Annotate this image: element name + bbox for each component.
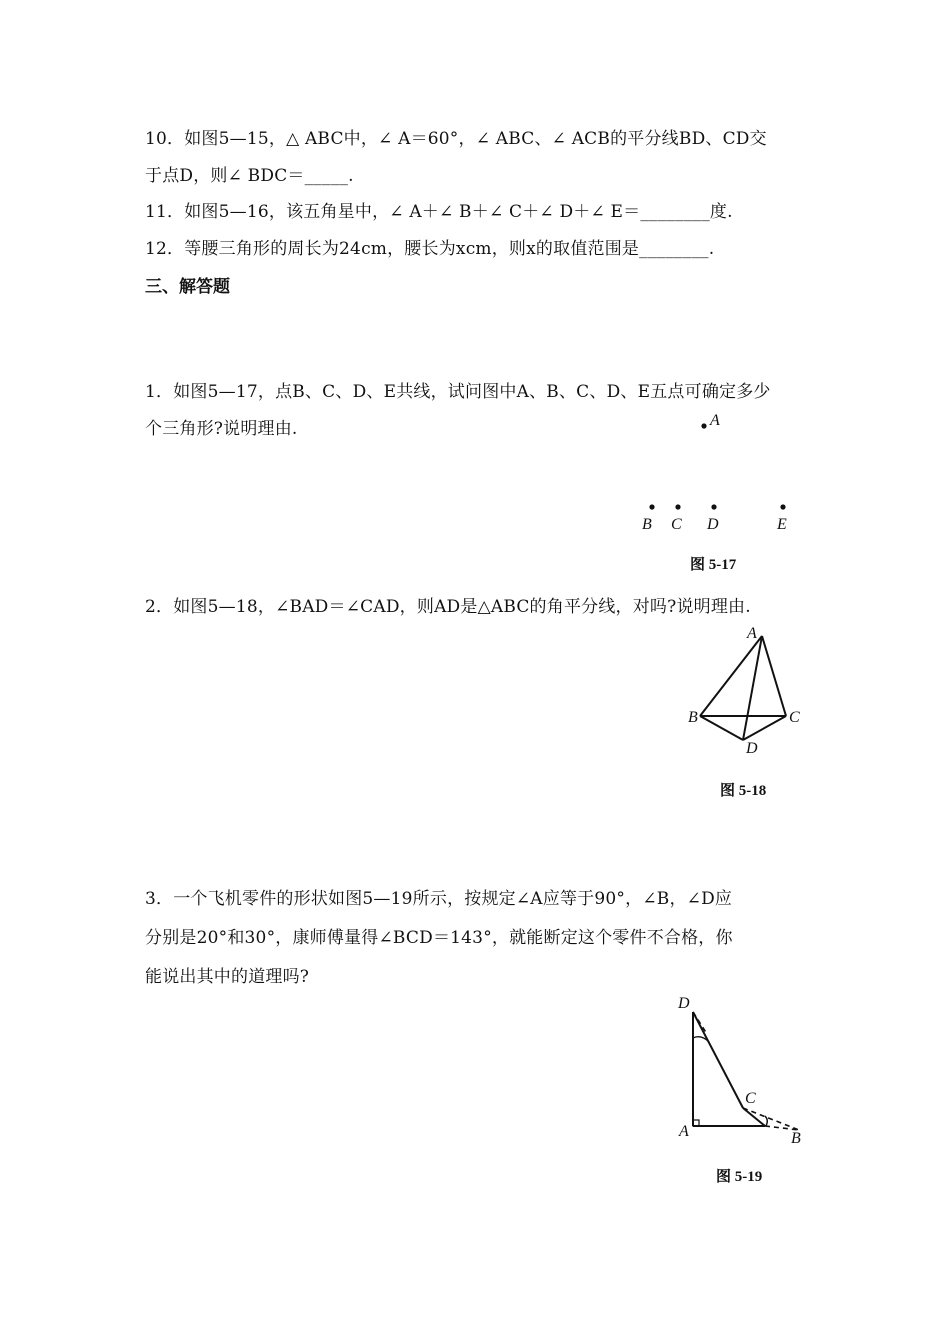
figure-5-19	[675, 990, 815, 1150]
problem-3-line-2: 分别是20°和30°，康师傅量得∠BCD＝143°，就能断定这个零件不合格，你	[145, 928, 733, 948]
label-b: B	[688, 709, 698, 726]
point-d	[711, 504, 716, 509]
figure-5-19-caption: 图 5-19	[716, 1169, 763, 1185]
label-a: A	[679, 1123, 689, 1140]
question-12: 12．等腰三角形的周长为24cm，腰长为xcm，则x的取值范围是________.	[145, 239, 715, 259]
label-d: D	[678, 995, 690, 1012]
point-c	[675, 504, 680, 509]
label-a: A	[747, 625, 757, 642]
label-d: D	[707, 516, 719, 533]
segment-cb	[743, 1108, 765, 1126]
label-a: A	[710, 412, 720, 429]
section-title: 三、解答题	[145, 277, 230, 297]
angle-b-arc	[765, 1116, 767, 1126]
problem-2-line-1: 2．如图5—18，∠BAD＝∠CAD，则AD是△ABC的角平分线，对吗?说明理由.	[145, 597, 751, 617]
figure-5-17	[630, 405, 810, 535]
segment-ab	[700, 636, 762, 716]
label-d: D	[746, 740, 758, 757]
label-b: B	[791, 1130, 801, 1147]
label-c: C	[745, 1090, 756, 1107]
question-10-line-1: 10．如图5—15，△ ABC中，∠ A＝60°，∠ ABC、∠ ACB的平分线BD、CD交	[145, 129, 767, 149]
problem-3-line-3: 能说出其中的道理吗?	[145, 967, 310, 987]
point-e	[780, 504, 785, 509]
problem-3-line-1: 3．一个飞机零件的形状如图5—19所示，按规定∠A应等于90°，∠B，∠D应	[145, 889, 733, 909]
figure-5-17-caption: 图 5-17	[690, 557, 737, 573]
label-e: E	[777, 516, 787, 533]
label-c: C	[671, 516, 682, 533]
point-a	[701, 423, 706, 428]
question-10-line-2: 于点D，则∠ BDC＝_____.	[145, 166, 354, 186]
segment-ac	[762, 636, 786, 716]
segment-ad	[743, 636, 762, 740]
label-b: B	[642, 516, 652, 533]
label-c: C	[789, 709, 800, 726]
question-11: 11．如图5—16，该五角星中，∠ A＋∠ B＋∠ C＋∠ D＋∠ E＝________度.	[145, 202, 733, 222]
problem-1-line-2: 个三角形?说明理由.	[145, 419, 298, 439]
figure-5-18	[680, 620, 810, 760]
segment-bd	[700, 716, 743, 740]
segment-cd	[743, 716, 786, 740]
figure-5-18-caption: 图 5-18	[720, 783, 767, 799]
problem-1-line-1: 1．如图5—17，点B、C、D、E共线，试问图中A、B、C、D、E五点可确定多少	[145, 382, 771, 402]
point-b	[649, 504, 654, 509]
segment-dc	[693, 1012, 743, 1108]
extension-d	[693, 1012, 707, 1034]
